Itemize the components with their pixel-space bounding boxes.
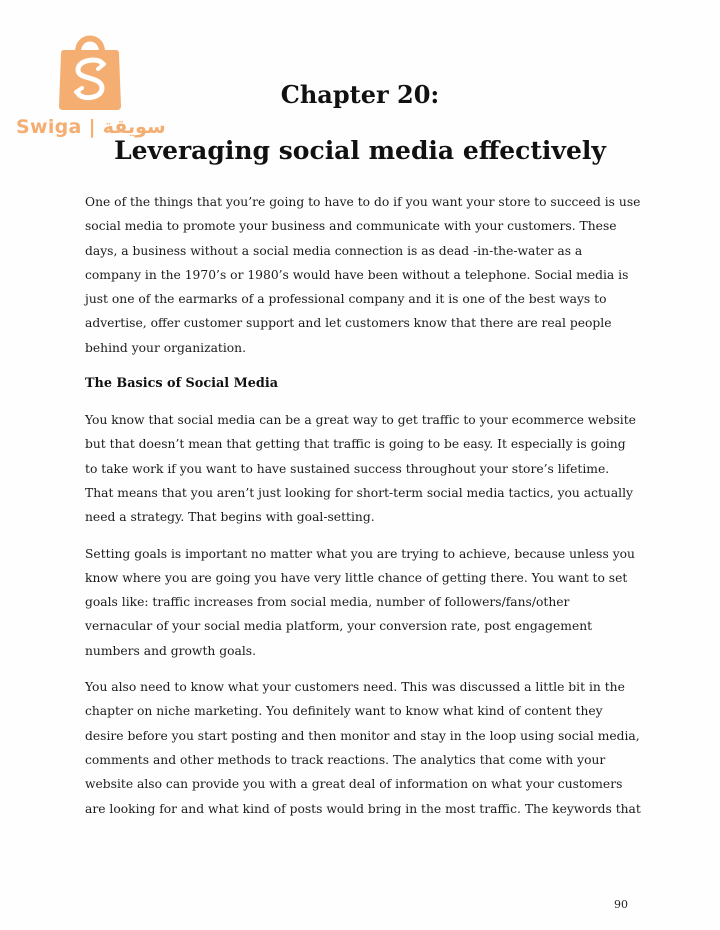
text-line: behind your organization. xyxy=(85,340,247,355)
paragraph-intro xyxy=(85,190,640,360)
section-heading: The Basics of Social Media xyxy=(85,376,278,392)
paragraph-basics xyxy=(85,408,640,529)
text-line: vernacular of your social media platform, your conversion rate, post engagement xyxy=(85,619,593,634)
chapter-label: Chapter 20: xyxy=(280,80,440,109)
page-number: 90 xyxy=(614,898,628,911)
text-line: Setting goals is important no matter what you are trying to achieve, because unless you xyxy=(85,546,635,561)
text-line: days, a business without a social media connection is as dead -in-the-water as a xyxy=(85,243,583,258)
text-line: just one of the earmarks of a professional company and it is one of the best ways to xyxy=(85,292,607,307)
chapter-title: Leveraging social media effectively xyxy=(114,136,606,165)
text-line: are looking for and what kind of posts would bring in the most traffic. The keywords that xyxy=(85,801,641,816)
paragraph-goals xyxy=(85,542,640,663)
text-line: chapter on niche marketing. You definitely want to know what kind of content they xyxy=(85,704,603,719)
text-line: but that doesn’t mean that getting that traffic is going to be easy. It especially is going xyxy=(85,437,626,452)
text-line: company in the 1970’s or 1980’s would have been without a telephone. Social media is xyxy=(85,267,629,282)
text-line: numbers and growth goals. xyxy=(85,643,256,658)
text-line: You also need to know what your customers need. This was discussed a little bit in the xyxy=(85,680,625,695)
text-line: One of the things that you’re going to have to do if you want your store to succeed is use xyxy=(85,195,641,209)
text-line: need a strategy. That begins with goal-setting. xyxy=(85,510,375,525)
text-line: That means that you aren’t just looking for short-term social media tactics, you actually xyxy=(85,485,633,500)
text-line: You know that social media can be a great way to get traffic to your ecommerce website xyxy=(85,413,636,428)
text-line: desire before you start posting and then monitor and stay in the loop using social media, xyxy=(85,728,640,743)
text-line: social media to promote your business and communicate with your customers. These xyxy=(85,219,617,234)
paragraph-customers xyxy=(85,675,640,821)
text-line: comments and other methods to track reactions. The analytics that come with your xyxy=(85,752,606,767)
body-text xyxy=(85,190,640,833)
text-line: website also can provide you with a great deal of information on what your customers xyxy=(85,777,623,792)
watermark-text: Swiga | سويقة xyxy=(16,116,166,138)
text-line: goals like: traffic increases from social media, number of followers/fans/other xyxy=(85,595,570,610)
text-line: advertise, offer customer support and let customers know that there are real people xyxy=(85,316,612,331)
text-line: to take work if you want to have sustained success throughout your store’s lifetime. xyxy=(85,461,610,476)
text-line: know where you are going you have very little chance of getting there. You want to set xyxy=(85,570,628,585)
